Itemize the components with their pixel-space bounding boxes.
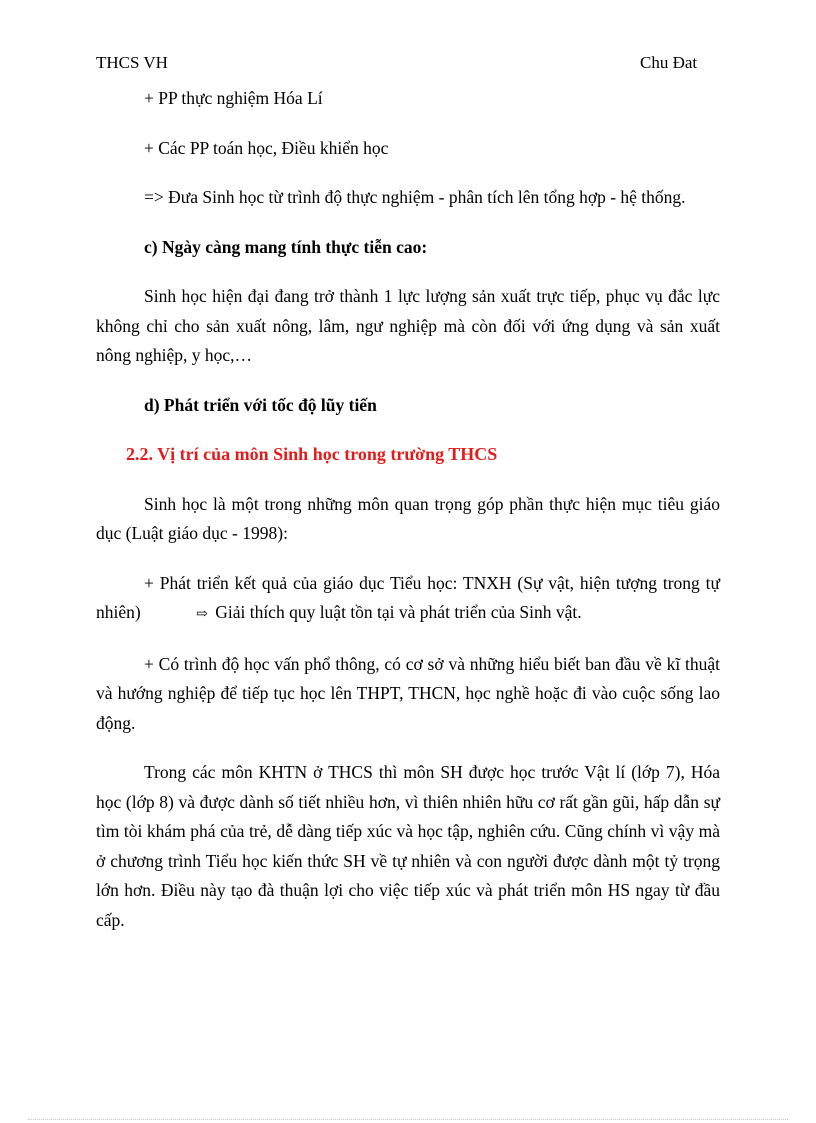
heading-c: c) Ngày càng mang tính thực tiễn cao: — [144, 236, 428, 257]
bullet-trinh-do: + Có trình độ học vấn phổ thông, có cơ sở và những hiểu biết ban đầu về kĩ thuật và hướng nghiệp để tiếp tục học lên THPT, THCN, học nghề hoặc đi vào cuộc sống lao động. — [96, 653, 720, 733]
header-school: THCS VH — [96, 53, 168, 72]
paragraph-c: Sinh học hiện đại đang trở thành 1 lực lượng sản xuất trực tiếp, phục vụ đắc lực không chỉ cho sản xuất nông, lâm, ngư nghiệp mà còn đối với ứng dụng và sản xuất nông nghiệp, y học,… — [96, 286, 720, 365]
header-author: Chu Đat — [640, 53, 698, 72]
arrow-right-icon: ⇨ — [196, 607, 208, 622]
bullet-phat-trien-text1: + Phát triển kết quả của giáo dục Tiểu học: TNXH (Sự vật, hiện tượng trong tự nhiên) — [96, 572, 720, 622]
heading-d: d) Phát triển với tốc độ lũy tiến — [144, 394, 377, 415]
bullet-phat-trien — [96, 569, 720, 630]
line-dua-sinh-hoc: => Đưa Sinh học từ trình độ thực nghiệm - phân tích lên tổng hợp - hệ thống. — [144, 187, 686, 207]
paragraph-khtn: Trong các môn KHTN ở THCS thì môn SH được học trước Vật lí (lớp 7), Hóa học (lớp 8) và được dành số tiết nhiều hơn, vì thiên nhiên hữu cơ rất gần gũi, hấp dẫn sự tìm tòi khám phá của trẻ, dễ dàng tiếp xúc và học tập, nghiên cứu. Cũng chính vì vậy mà ở chương trình Tiểu học kiến thức SH về tự nhiên và con người được dành một tỷ trọng lớn hơn. Điều này tạo đà thuận lợi cho việc tiếp xúc và phát triển môn HS ngay từ đầu cấp. — [96, 762, 720, 930]
paragraph-vi-tri: Sinh học là một trong những môn quan trọng góp phần thực hiện mục tiêu giáo dục (Luật giáo dục - 1998): — [96, 493, 720, 543]
line-pp-toan-hoc: + Các PP toán học, Điều khiển học — [144, 137, 389, 158]
section-title: 2.2. Vị trí của môn Sinh học trong trường THCS — [126, 444, 498, 464]
line-pp-thuc-nghiem: + PP thực nghiệm Hóa Lí — [144, 88, 323, 108]
document-body — [96, 84, 720, 935]
page-bottom-divider — [28, 1119, 788, 1120]
bullet-phat-trien-text2: Giải thích quy luật tồn tại và phát triển của Sinh vật. — [215, 602, 582, 622]
